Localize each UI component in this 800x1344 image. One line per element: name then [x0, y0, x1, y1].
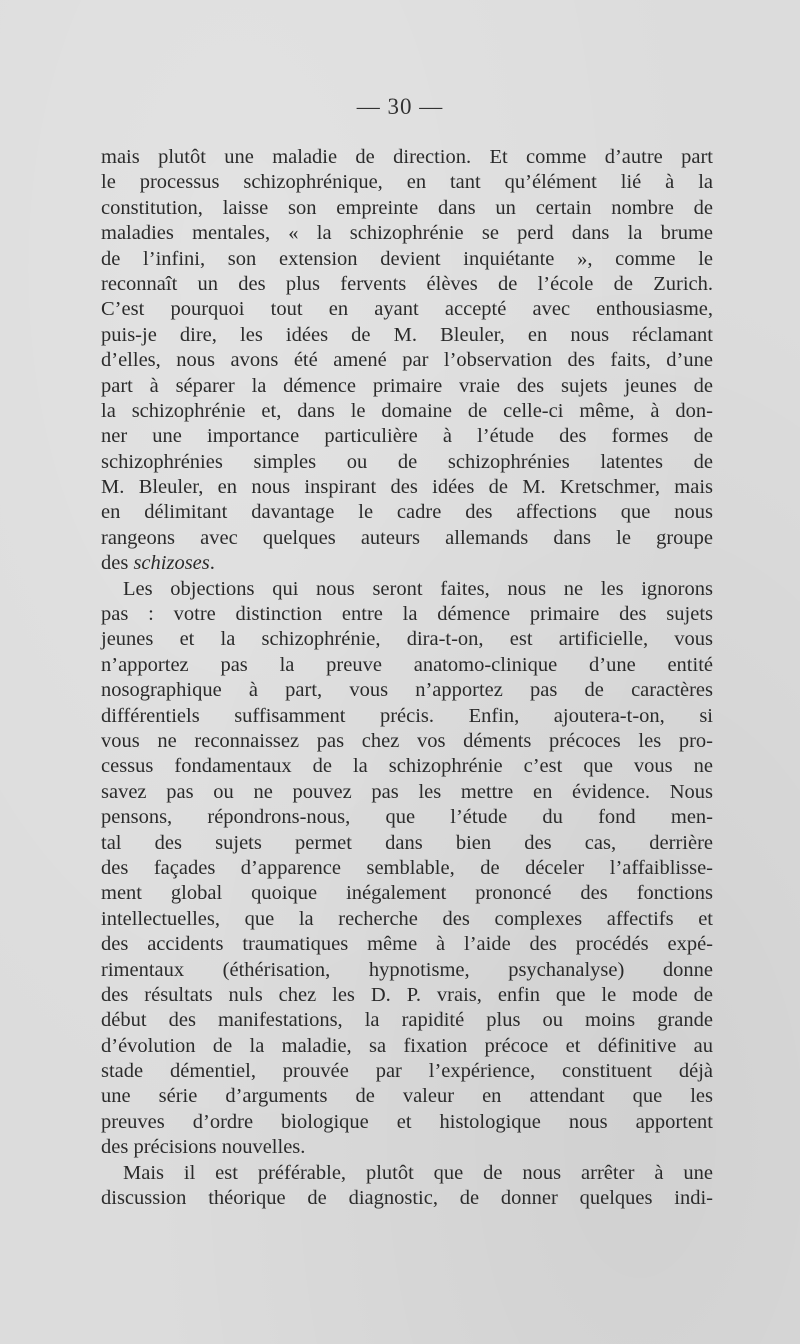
text-line: différentiels suffisamment précis. Enfin, ajoutera-t-on, si — [101, 704, 713, 727]
body-text — [101, 145, 713, 1211]
text-line: en délimitant davantage le cadre des affections que nous — [101, 501, 713, 524]
text-line: d’elles, nous avons été amené par l’observation des faits, d’une — [101, 349, 713, 372]
text-line: une série d’arguments de valeur en attendant que les — [101, 1085, 713, 1108]
text-line: C’est pourquoi tout en ayant accepté avec enthousiasme, — [101, 298, 713, 321]
text-line: puis-je dire, les idées de M. Bleuler, en nous réclamant — [101, 323, 713, 346]
text-line: de l’infini, son extension devient inquiétante », comme le — [101, 247, 713, 270]
text-line: jeunes et la schizophrénie, dira-t-on, est artificielle, vous — [101, 628, 713, 651]
text-fragment: des — [101, 552, 134, 575]
text-line: des résultats nuls chez les D. P. vrais, enfin que le mode de — [101, 983, 713, 1006]
text-line-first: Mais il est préférable, plutôt que de nous arrêter à une — [123, 1161, 713, 1184]
text-line: reconnaît un des plus fervents élèves de l’école de Zurich. — [101, 272, 713, 295]
page-number: — 30 — — [356, 94, 444, 119]
text-line: stade démentiel, prouvée par l’expérience, constituent déjà — [101, 1060, 713, 1083]
text-line: pensons, répondrons-nous, que l’étude du fond men- — [101, 806, 713, 829]
paragraph-2 — [101, 577, 713, 1161]
text-line: ner une importance particulière à l’étude des formes de — [101, 425, 713, 448]
paragraph-1 — [101, 145, 713, 577]
text-line: discussion théorique de diagnostic, de donner quelques indi- — [101, 1187, 713, 1210]
text-line: preuves d’ordre biologique et histologique nous apportent — [101, 1110, 713, 1133]
text-line: la schizophrénie et, dans le domaine de celle-ci même, à don- — [101, 399, 713, 422]
text-fragment: . — [209, 552, 215, 575]
text-line: le processus schizophrénique, en tant qu’élément lié à la — [101, 171, 713, 194]
text-line: rimentaux (éthérisation, hypnotisme, psychanalyse) donne — [101, 958, 713, 981]
text-line: d’évolution de la maladie, sa fixation précoce et définitive au — [101, 1034, 713, 1057]
text-line: constitution, laisse son empreinte dans un certain nombre de — [101, 196, 713, 219]
text-line: intellectuelles, que la recherche des complexes affectifs et — [101, 907, 713, 930]
text-line: ment global quoique inégalement prononcé des fonctions — [101, 882, 713, 905]
text-line: des accidents traumatiques même à l’aide des procédés expé- — [101, 933, 713, 956]
text-line: pas : votre distinction entre la démence primaire des sujets — [101, 603, 713, 626]
text-line: mais plutôt une maladie de direction. Et comme d’autre part — [101, 146, 713, 168]
text-line-last — [101, 551, 713, 576]
text-line: des façades d’apparence semblable, de déceler l’affaiblisse- — [101, 856, 713, 879]
text-line: rangeons avec quelques auteurs allemands dans le groupe — [101, 526, 713, 549]
text-line: part à séparer la démence primaire vraie des sujets jeunes de — [101, 374, 713, 397]
text-line-first: Les objections qui nous seront faites, nous ne les ignorons — [123, 577, 713, 600]
text-line: M. Bleuler, en nous inspirant des idées de M. Kretschmer, mais — [101, 476, 713, 499]
text-line: cessus fondamentaux de la schizophrénie c’est que vous ne — [101, 755, 713, 778]
text-line: schizophrénies simples ou de schizophrénies latentes de — [101, 450, 713, 473]
text-line: début des manifestations, la rapidité plus ou moins grande — [101, 1009, 713, 1032]
text-line: savez pas ou ne pouvez pas les mettre en évidence. Nous — [101, 780, 713, 803]
text-line: nosographique à part, vous n’apportez pas de caractères — [101, 679, 713, 702]
text-line: n’apportez pas la preuve anatomo-clinique d’une entité — [101, 653, 713, 676]
text-line: vous ne reconnaissez pas chez vos déments précoces les pro- — [101, 729, 713, 752]
text-line-last: des précisions nouvelles. — [101, 1136, 306, 1159]
text-line: tal des sujets permet dans bien des cas, derrière — [101, 831, 713, 854]
text-line: maladies mentales, « la schizophrénie se perd dans la brume — [101, 222, 713, 245]
paragraph-3 — [101, 1161, 713, 1212]
italic-term: schizoses — [133, 552, 210, 575]
